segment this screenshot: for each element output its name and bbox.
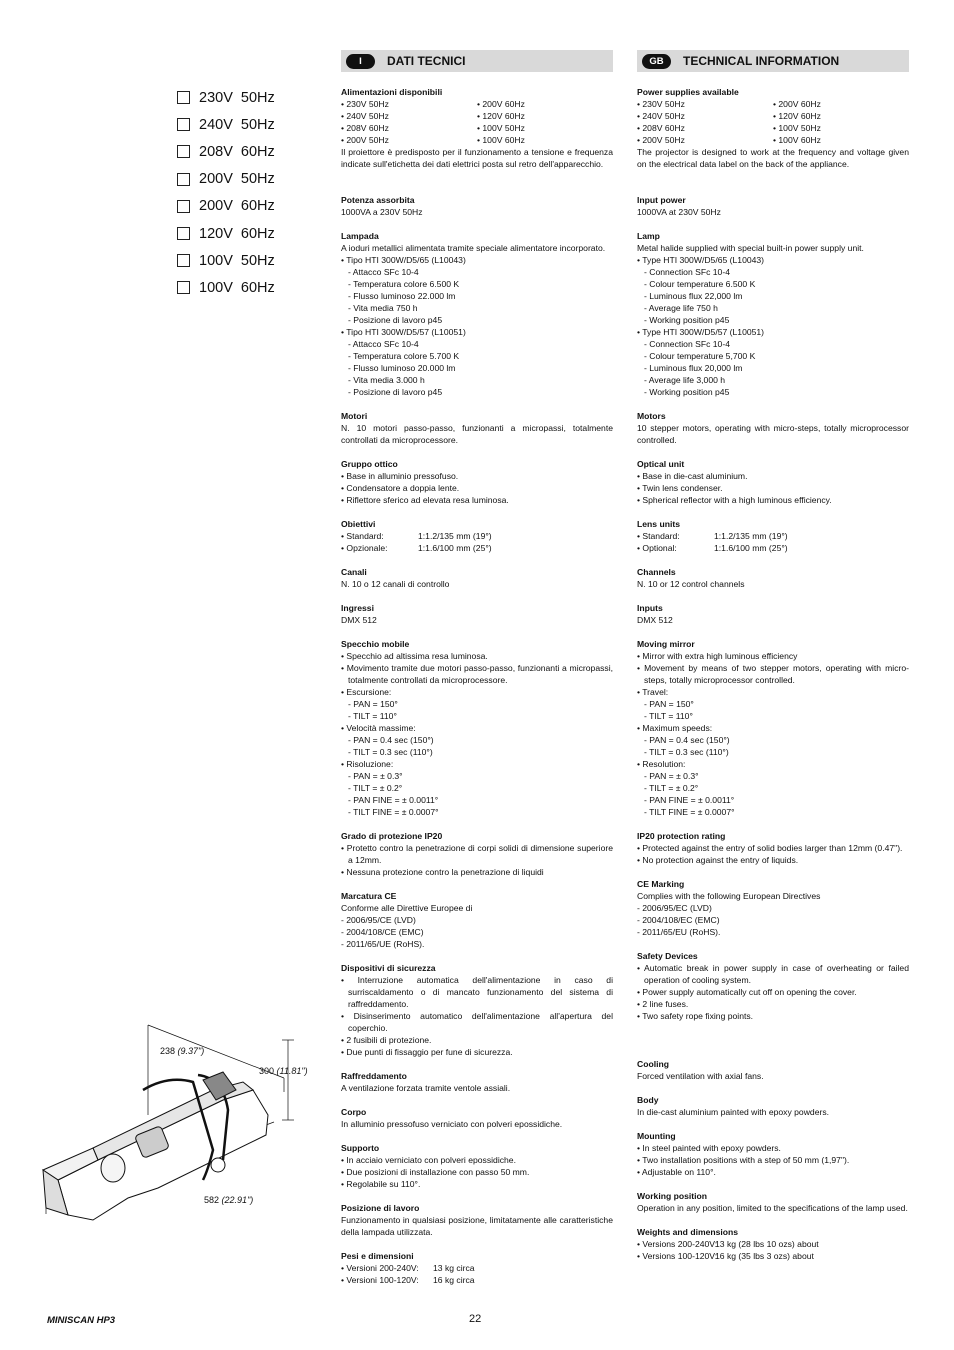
lens-value: 1:1.6/100 mm (25°)	[714, 543, 788, 553]
power-text: 1000VA at 230V 50Hz	[637, 207, 721, 217]
channels-title: Canali	[341, 567, 367, 577]
body-title: Body	[637, 1095, 659, 1105]
bullet-item: • Velocità massime:	[341, 723, 416, 733]
supply-left: • 200V 50Hz	[637, 135, 685, 145]
sub-item: - Posizione di lavoro p45	[348, 315, 443, 325]
bullet-item: • Protected against the entry of solid bodies larger than 12mm (0.47").	[637, 843, 903, 853]
bullet-item: • Riflettore sferico ad elevata resa luminosa.	[341, 495, 509, 505]
bullet-item: • Two installation positions with a step of 50 mm (1,97").	[637, 1155, 850, 1165]
weight-row	[341, 1262, 613, 1274]
lens-row	[637, 542, 909, 554]
bullet-item: • Nessuna protezione contro la penetrazione di liquidi	[341, 867, 544, 877]
bullet-item: • Movimento tramite due motori passo-passo, funzionanti a micropassi, totalmente controllati da microprocessore.	[341, 663, 613, 685]
weight-value: 13 kg (28 lbs 10 ozs) about	[715, 1239, 819, 1249]
voltage-option	[177, 274, 275, 301]
voltage-option	[177, 220, 275, 247]
checkbox[interactable]	[177, 281, 190, 294]
power-text: 1000VA a 230V 50Hz	[341, 207, 423, 217]
inputs-text: DMX 512	[341, 615, 377, 625]
voltage-option	[177, 84, 275, 111]
optical-title: Gruppo ottico	[341, 459, 398, 469]
lamp-text: Metal halide supplied with special built-in power supply unit.	[637, 243, 864, 253]
sub-item: - Luminous flux 20,000 lm	[644, 363, 743, 373]
ce-line: - 2006/95/CE (LVD)	[341, 915, 416, 925]
cooling-text: Forced ventilation with axial fans.	[637, 1071, 764, 1081]
dim-length: 582 (22.91")	[204, 1195, 254, 1205]
lamp-type: • Tipo HTI 300W/D5/57 (L10051)	[341, 327, 466, 337]
voltage-label: 230V 50Hz	[199, 89, 275, 106]
sub-item: - TILT FINE = ± 0.0007°	[644, 807, 735, 817]
lens-value: 1:1.6/100 mm (25°)	[418, 543, 492, 553]
mirror-title: Moving mirror	[637, 639, 695, 649]
bullet-item: • Two safety rope fixing points.	[637, 1011, 754, 1021]
supply-right: • 100V 50Hz	[477, 123, 525, 133]
bullet-item: • 2 line fuses.	[637, 999, 689, 1009]
weight-key: • Versions 100-120V:	[637, 1251, 718, 1261]
ce-marking-title: Marcatura CE	[341, 891, 397, 901]
sub-item: - TILT = ± 0.2°	[644, 783, 699, 793]
checkbox[interactable]	[177, 91, 190, 104]
sub-item: - PAN = 0.4 sec (150°)	[348, 735, 434, 745]
supply-left: • 230V 50Hz	[341, 99, 389, 109]
weight-value: 13 kg circa	[433, 1263, 475, 1273]
sub-item: - Flusso luminoso 20.000 lm	[348, 363, 456, 373]
voltage-option	[177, 111, 275, 138]
mirror-title: Specchio mobile	[341, 639, 410, 649]
bullet-item: • Mirror with extra high luminous efficiency	[637, 651, 798, 661]
sub-item: - TILT = 110°	[644, 711, 693, 721]
cooling-text: A ventilazione forzata tramite ventole assiali.	[341, 1083, 511, 1093]
bullet-item: • Power supply automatically cut off on opening the cover.	[637, 987, 857, 997]
bullet-item: • Maximum speeds:	[637, 723, 713, 733]
voltage-option	[177, 138, 275, 165]
mounting-title: Mounting	[637, 1131, 676, 1141]
voltage-label: 208V 60Hz	[199, 143, 275, 160]
supply-right: • 120V 60Hz	[773, 111, 821, 121]
sub-item: - PAN FINE = ± 0.0011°	[644, 795, 735, 805]
power-title: Potenza assorbita	[341, 195, 415, 205]
voltage-label: 200V 50Hz	[199, 171, 275, 188]
supply-left: • 208V 60Hz	[637, 123, 685, 133]
ce-marking-title: CE Marking	[637, 879, 685, 889]
channels-text: N. 10 or 12 control channels	[637, 579, 745, 589]
ce-line: - 2011/65/UE (RoHS).	[341, 939, 425, 949]
bullet-item: • Escursione:	[341, 687, 392, 697]
supply-row	[637, 134, 909, 146]
power-supply-text: Il proiettore è predisposto per il funzionamento a tensione e frequenza indicate sull'etichetta dei dati elettrici posta sul retro dell'apparecchio.	[341, 147, 613, 169]
voltage-label: 120V 60Hz	[199, 225, 275, 242]
bullet-item: • Risoluzione:	[341, 759, 394, 769]
sub-item: - Working position p45	[644, 315, 730, 325]
voltage-option	[177, 247, 275, 274]
checkbox[interactable]	[177, 200, 190, 213]
supply-right: • 120V 60Hz	[477, 111, 525, 121]
supply-right: • 100V 60Hz	[773, 135, 821, 145]
working-position-title: Working position	[637, 1191, 708, 1201]
sub-item: - Vita media 3.000 h	[348, 375, 425, 385]
spec-list	[637, 86, 909, 1262]
sub-item: - Posizione di lavoro p45	[348, 387, 443, 397]
checkbox[interactable]	[177, 227, 190, 240]
weight-row	[341, 1274, 613, 1286]
bullet-item: • Base in alluminio pressofuso.	[341, 471, 459, 481]
bullet-item: • Protetto contro la penetrazione di corpi solidi di dimensione superiore a 12mm.	[341, 843, 613, 865]
language-badge: GB	[642, 54, 671, 69]
weight-key: • Versions 200-240V:	[637, 1239, 718, 1249]
motors-text: 10 stepper motors, operating with micro-steps, totally microprocessor controlled.	[637, 423, 909, 445]
optical-title: Optical unit	[637, 459, 685, 469]
sub-item: - TILT FINE = ± 0.0007°	[348, 807, 439, 817]
working-position-title: Posizione di lavoro	[341, 1203, 420, 1213]
inputs-title: Inputs	[637, 603, 663, 613]
lens-value: 1:1.2/135 mm (19°)	[714, 531, 788, 541]
voltage-label: 200V 60Hz	[199, 198, 275, 215]
sub-item: - TILT = ± 0.2°	[348, 783, 403, 793]
voltage-label: 100V 50Hz	[199, 252, 275, 269]
page-number: 22	[469, 1313, 482, 1325]
bullet-item: • Due posizioni di installazione con passo 50 mm.	[341, 1167, 530, 1177]
safety-title: Safety Devices	[637, 951, 698, 961]
ce-line: - 2004/108/CE (EMC)	[341, 927, 424, 937]
lamp-type: • Tipo HTI 300W/D5/65 (L10043)	[341, 255, 466, 265]
section-title: DATI TECNICI	[387, 54, 466, 68]
sub-item: - PAN = 0.4 sec (150°)	[644, 735, 730, 745]
weight-value: 16 kg (35 lbs 3 ozs) about	[715, 1251, 814, 1261]
sub-item: - PAN = ± 0.3°	[644, 771, 699, 781]
cooling-title: Cooling	[637, 1059, 669, 1069]
weight-row	[637, 1238, 909, 1250]
ce-line: - 2006/95/EC (LVD)	[637, 903, 712, 913]
power-supply-text: The projector is designed to work at the frequency and voltage given on the electrical data label on the back of the appliance.	[637, 147, 909, 169]
inputs-title: Ingressi	[341, 603, 374, 613]
power-title: Input power	[637, 195, 686, 205]
sub-item: - Temperatura colore 6.500 K	[348, 279, 460, 289]
bullet-item: • 2 fusibili di protezione.	[341, 1035, 432, 1045]
sub-item: - Temperatura colore 5.700 K	[348, 351, 460, 361]
bullet-item: • Spherical reflector with a high luminous efficiency.	[637, 495, 832, 505]
bullet-item: • Interruzione automatica dell'alimentazione in caso di surriscaldamento o di mancato funzionamento del sistema di raffreddamento.	[341, 975, 613, 1009]
lens-key: • Standard:	[637, 531, 680, 541]
sub-item: - PAN = ± 0.3°	[348, 771, 403, 781]
checkbox[interactable]	[177, 173, 190, 186]
bullet-item: • Condensatore a doppia lente.	[341, 483, 460, 493]
ce-line: - 2011/65/EU (RoHS).	[637, 927, 721, 937]
dim-height: 300 (11.81")	[259, 1066, 308, 1076]
supply-right: • 100V 50Hz	[773, 123, 821, 133]
bullet-item: • Resolution:	[637, 759, 686, 769]
sub-item: - Flusso luminoso 22.000 lm	[348, 291, 456, 301]
lamp-type: • Type HTI 300W/D5/57 (L10051)	[637, 327, 765, 337]
motors-title: Motors	[637, 411, 666, 421]
body-text: In die-cast aluminium painted with epoxy powders.	[637, 1107, 830, 1117]
lens-key: • Standard:	[341, 531, 384, 541]
sub-item: - Attacco SFc 10-4	[348, 339, 419, 349]
lens-title: Obiettivi	[341, 519, 376, 529]
channels-text: N. 10 o 12 canali di controllo	[341, 579, 450, 589]
bullet-item: • In acciaio verniciato con polveri epossidiche.	[341, 1155, 516, 1165]
supply-left: • 200V 50Hz	[341, 135, 389, 145]
supply-right: • 200V 60Hz	[773, 99, 821, 109]
sub-item: - Vita media 750 h	[348, 303, 418, 313]
sub-item: - Attacco SFc 10-4	[348, 267, 419, 277]
lens-row	[341, 530, 613, 542]
checkbox[interactable]	[177, 118, 190, 131]
sub-item: - Colour temperature 5,700 K	[644, 351, 756, 361]
supply-row	[637, 122, 909, 134]
sub-item: - PAN FINE = ± 0.0011°	[348, 795, 439, 805]
sub-item: - Connection SFc 10-4	[644, 267, 730, 277]
bullet-item: • Specchio ad altissima resa luminosa.	[341, 651, 488, 661]
lens-key: • Opzionale:	[341, 543, 388, 553]
voltage-label: 100V 60Hz	[199, 279, 275, 296]
supply-left: • 230V 50Hz	[637, 99, 685, 109]
supply-row	[341, 122, 613, 134]
lamp-text: A ioduri metallici alimentata tramite speciale alimentatore incorporato.	[341, 243, 606, 253]
bullet-item: • In steel painted with epoxy powders.	[637, 1143, 781, 1153]
projector-dimension-diagram	[38, 1020, 328, 1260]
voltage-option	[177, 193, 275, 220]
bullet-item: • Disinserimento automatico dell'alimentazione all'apertura del coperchio.	[341, 1011, 613, 1033]
motors-title: Motori	[341, 411, 368, 421]
checkbox[interactable]	[177, 254, 190, 267]
lens-row	[637, 530, 909, 542]
ce-line: Complies with the following European Directives	[637, 891, 821, 901]
supply-row	[341, 134, 613, 146]
voltage-option	[177, 166, 275, 193]
working-position-text: Funzionamento in qualsiasi posizione, limitatamente alle caratteristiche della lampada utilizzata.	[341, 1215, 613, 1237]
sub-item: - Connection SFc 10-4	[644, 339, 730, 349]
sub-item: - Colour temperature 6.500 K	[644, 279, 756, 289]
lamp-type: • Type HTI 300W/D5/65 (L10043)	[637, 255, 765, 265]
cooling-title: Raffreddamento	[341, 1071, 407, 1081]
supply-left: • 240V 50Hz	[637, 111, 685, 121]
supply-right: • 200V 60Hz	[477, 99, 525, 109]
lens-title: Lens units	[637, 519, 680, 529]
weight-value: 16 kg circa	[433, 1275, 475, 1285]
lamp-title: Lampada	[341, 231, 379, 241]
italian-column	[341, 50, 613, 1286]
section-header	[341, 50, 613, 72]
lamp-title: Lamp	[637, 231, 660, 241]
supply-right: • 100V 60Hz	[477, 135, 525, 145]
english-column	[637, 50, 909, 1262]
sub-item: - Average life 3,000 h	[644, 375, 726, 385]
lens-row	[341, 542, 613, 554]
supply-row	[637, 110, 909, 122]
supply-row	[637, 98, 909, 110]
checkbox[interactable]	[177, 145, 190, 158]
ce-line: - 2004/108/EC (EMC)	[637, 915, 720, 925]
body-title: Corpo	[341, 1107, 367, 1117]
sub-item: - Working position p45	[644, 387, 730, 397]
weights-title: Pesi e dimensioni	[341, 1251, 414, 1261]
ip-rating-title: IP20 protection rating	[637, 831, 726, 841]
channels-title: Channels	[637, 567, 676, 577]
safety-title: Dispositivi di sicurezza	[341, 963, 436, 973]
inputs-text: DMX 512	[637, 615, 673, 625]
mounting-title: Supporto	[341, 1143, 380, 1153]
sub-item: - TILT = 110°	[348, 711, 397, 721]
sub-item: - TILT = 0.3 sec (110°)	[348, 747, 433, 757]
weight-row	[637, 1250, 909, 1262]
bullet-item: • Automatic break in power supply in case of overheating or failed operation of cooling system.	[637, 963, 909, 985]
supply-row	[341, 98, 613, 110]
power-supply-title: Alimentazioni disponibili	[341, 87, 443, 97]
bullet-item: • Movement by means of two stepper motors, operating with micro-steps, totally microprocessor controlled.	[637, 663, 909, 685]
bullet-item: • Regolabile su 110°.	[341, 1179, 421, 1189]
bullet-item: • Due punti di fissaggio per fune di sicurezza.	[341, 1047, 513, 1057]
sub-item: - PAN = 150°	[348, 699, 398, 709]
power-supply-title: Power supplies available	[637, 87, 739, 97]
sub-item: - Luminous flux 22,000 lm	[644, 291, 743, 301]
bullet-item: • Travel:	[637, 687, 669, 697]
section-title: TECHNICAL INFORMATION	[683, 54, 840, 68]
supply-left: • 240V 50Hz	[341, 111, 389, 121]
weight-key: • Versioni 200-240V:	[341, 1263, 419, 1273]
supply-row	[341, 110, 613, 122]
ip-rating-title: Grado di protezione IP20	[341, 831, 443, 841]
ce-line: Conforme alle Direttive Europee di	[341, 903, 473, 913]
bullet-item: • Base in die-cast aluminium.	[637, 471, 748, 481]
bullet-item: • Adjustable on 110°.	[637, 1167, 716, 1177]
spec-list	[341, 86, 613, 1286]
working-position-text: Operation in any position, limited to the specifications of the lamp used.	[637, 1203, 908, 1213]
section-header	[637, 50, 909, 72]
lens-value: 1:1.2/135 mm (19°)	[418, 531, 492, 541]
language-badge: I	[346, 54, 375, 69]
weight-key: • Versioni 100-120V:	[341, 1275, 419, 1285]
body-text: In alluminio pressofuso verniciato con polveri epossidiche.	[341, 1119, 563, 1129]
bullet-item: • No protection against the entry of liquids.	[637, 855, 799, 865]
footer-model: MINISCAN HP3	[47, 1315, 116, 1326]
bullet-item: • Twin lens condenser.	[637, 483, 723, 493]
voltage-label: 240V 50Hz	[199, 116, 275, 133]
dim-width: 238 (9.37")	[160, 1046, 205, 1056]
voltage-checklist	[177, 84, 275, 302]
sub-item: - TILT = 0.3 sec (110°)	[644, 747, 729, 757]
sub-item: - PAN = 150°	[644, 699, 694, 709]
sub-item: - Average life 750 h	[644, 303, 718, 313]
supply-left: • 208V 60Hz	[341, 123, 389, 133]
motors-text: N. 10 motori passo-passo, funzionanti a micropassi, totalmente controllati da microprocessore.	[341, 423, 613, 445]
lens-key: • Optional:	[637, 543, 677, 553]
weights-title: Weights and dimensions	[637, 1227, 739, 1237]
